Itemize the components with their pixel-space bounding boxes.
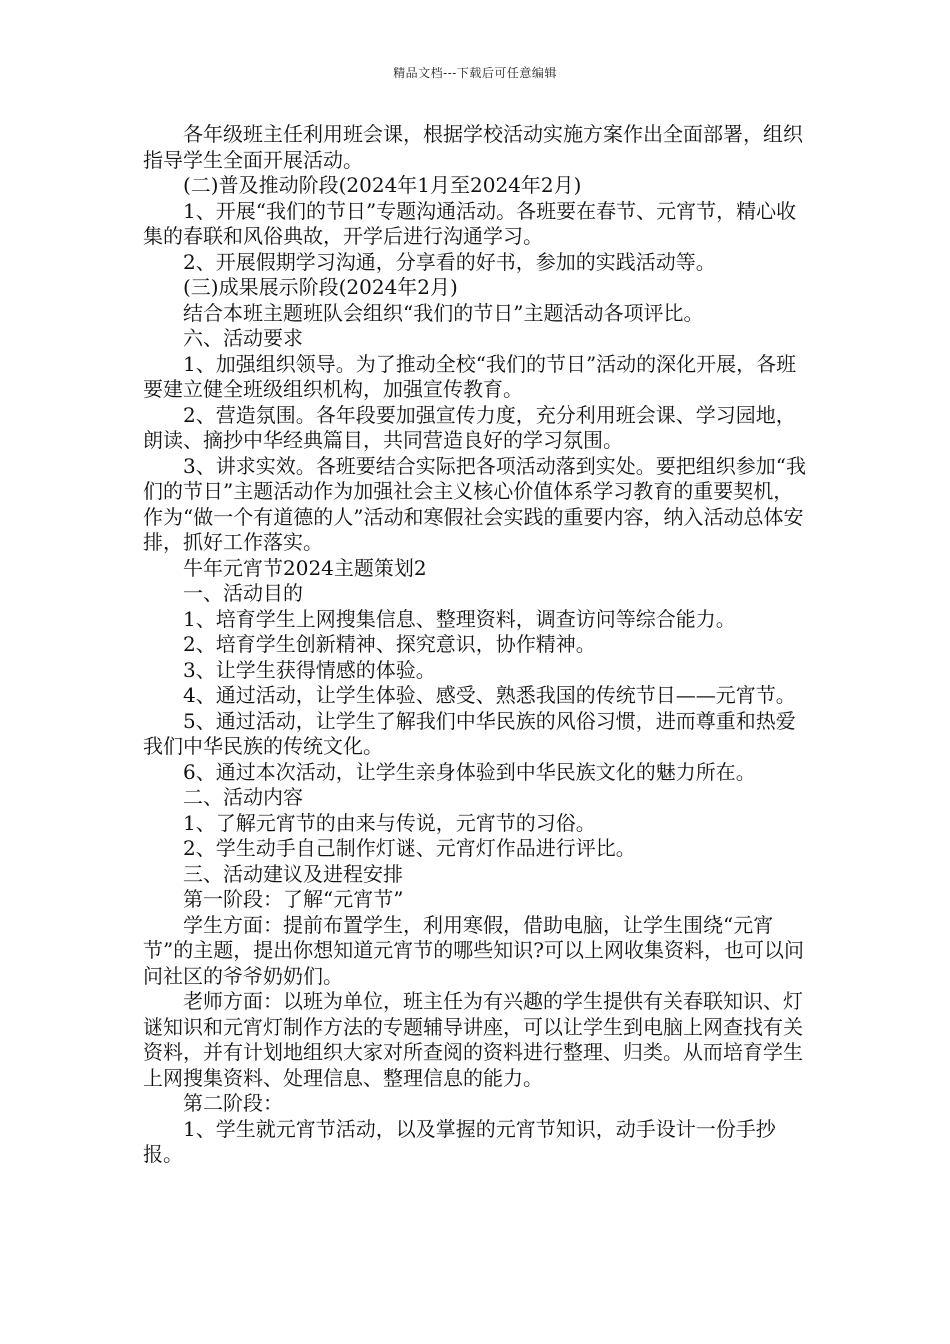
- paragraph-9: 2、营造氛围。各年段要加强宣传力度，充分利用班会课、学习园地，朗读、摘抄中华经典篇目，共同营造良好的学习氛围。: [143, 402, 796, 452]
- paragraph-10: 3、讲求实效。各班要结合实际把各项活动落到实处。要把组织参加“我们的节日”主题活动作为加强社会主义核心价值体系学习教育的重要契机，作为“做一个有道德的人”活动和寒假社会实践的重要内容，纳入活动总体安排，抓好工作落实。: [143, 453, 806, 554]
- section-heading-requirements: 六、活动要求: [143, 326, 303, 350]
- paragraph-20: 1、了解元宵节的由来与传说，元宵节的习俗。: [143, 810, 596, 835]
- page-header: 精品文档---下载后可任意编辑: [393, 66, 557, 80]
- section-heading-content: 二、活动内容: [143, 785, 303, 809]
- paragraph-15: 3、让学生获得情感的体验。: [143, 657, 436, 682]
- paragraph-6: 结合本班主题班队会组织“我们的节日”主题活动各项评比。: [143, 300, 704, 325]
- stage-one-heading: 第一阶段：了解“元宵节”: [143, 887, 404, 911]
- plan-title: 牛年元宵节2024主题策划2: [143, 555, 427, 580]
- paragraph-25: 老师方面：以班为单位，班主任为有兴趣的学生提供有关春联知识、灯谜知识和元宵灯制作方法的专题辅导讲座，可以让学生到电脑上网查找有关资料，并有计划地组织大家对所查阅的资料进行整理、归类。从而培育学生上网搜集资料、处理信息、整理信息的能力。: [143, 989, 803, 1090]
- paragraph-5: (三)成果展示阶段(2024年2月): [143, 275, 458, 299]
- paragraph-18: 6、通过本次活动，让学生亲身体验到中华民族文化的魅力所在。: [143, 759, 756, 784]
- document-body: [143, 122, 807, 1168]
- paragraph-4: 2、开展假期学习沟通，分享看的好书，参加的实践活动等。: [143, 249, 716, 274]
- section-heading-schedule: 三、活动建议及进程安排: [143, 861, 403, 886]
- paragraph-14: 2、培育学生创新精神、探究意识，协作精神。: [143, 632, 596, 656]
- paragraph-21: 2、学生动手自己制作灯谜、元宵灯作品进行评比。: [143, 836, 636, 860]
- paragraph-13: 1、培育学生上网搜集信息、整理资料，调查访问等综合能力。: [143, 606, 736, 631]
- stage-two-heading: 第二阶段：: [143, 1091, 283, 1115]
- paragraph-2: (二)普及推动阶段(2024年1月至2024年2月): [143, 173, 582, 197]
- paragraph-27: 1、学生就元宵节活动，以及掌握的元宵节知识，动手设计一份手抄报。: [143, 1116, 776, 1166]
- section-heading-goals: 一、活动目的: [143, 581, 303, 605]
- paragraph-3: 1、开展“我们的节日”专题沟通活动。各班要在春节、元宵节，精心收集的春联和风俗典故，开学后进行沟通学习。: [143, 198, 797, 248]
- paragraph-17: 5、通过活动，让学生了解我们中华民族的风俗习惯，进而尊重和热爱我们中华民族的传统文化。: [143, 708, 796, 758]
- paragraph-8: 1、加强组织领导。为了推动全校“我们的节日”活动的深化开展，各班要建立健全班级组织机构，加强宣传教育。: [143, 351, 797, 401]
- paragraph-16: 4、通过活动，让学生体验、感受、熟悉我国的传统节日——元宵节。: [143, 683, 796, 707]
- paragraph-24: 学生方面：提前布置学生，利用寒假，借助电脑，让学生围绕“元宵节”的主题，提出你想知道元宵节的哪些知识?可以上网收集资料，也可以问问社区的爷爷奶奶们。: [143, 912, 804, 988]
- paragraph-1: 各年级班主任利用班会课，根据学校活动实施方案作出全面部署，组织指导学生全面开展活动。: [143, 122, 803, 172]
